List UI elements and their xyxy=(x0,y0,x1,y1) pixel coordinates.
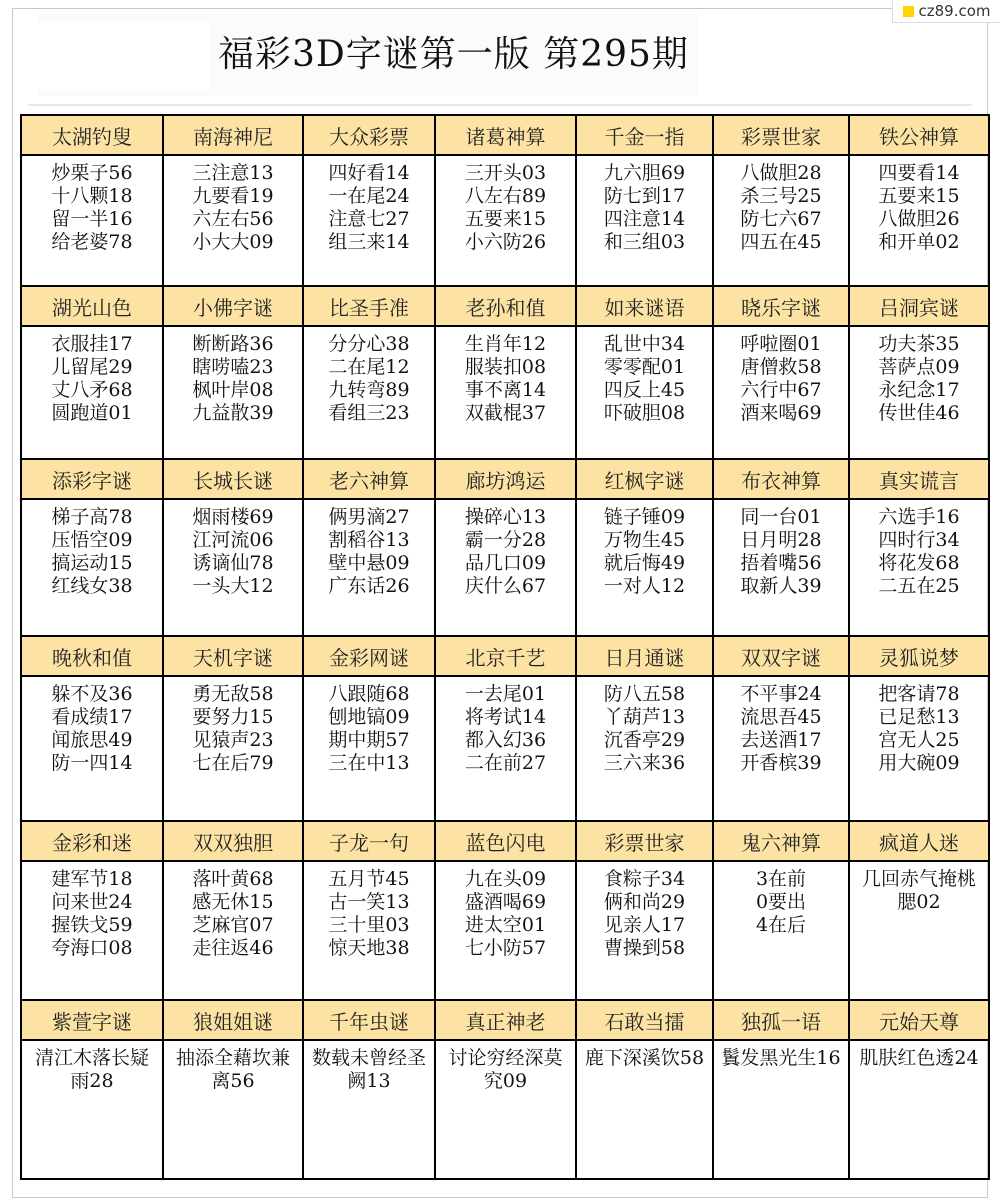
yellow-square-icon xyxy=(903,6,914,17)
riddle-line: 感无休15 xyxy=(192,891,274,914)
riddle-row xyxy=(21,326,989,459)
column-title: 晓乐字谜 xyxy=(713,286,849,326)
riddle-line: 防七到17 xyxy=(603,185,686,208)
riddle-line: 防八五58 xyxy=(603,683,686,706)
column-title: 晚秋和值 xyxy=(21,636,163,676)
riddle-line: 见猿声23 xyxy=(192,729,274,752)
riddle-line: 几回赤气掩桃腮02 xyxy=(861,868,976,914)
riddle-line: 讨论穷经深莫究09 xyxy=(448,1047,563,1093)
riddle-line: 菩萨点09 xyxy=(878,356,960,379)
riddle-cell xyxy=(163,499,303,636)
column-title: 双双字谜 xyxy=(713,636,849,676)
riddle-cell xyxy=(435,499,576,636)
riddle-line: 三注意13 xyxy=(192,162,274,185)
riddle-cell xyxy=(21,1040,163,1179)
riddle-line: 落叶黄68 xyxy=(192,868,274,891)
riddle-line: 看组三23 xyxy=(328,402,410,425)
riddle-line: 三开头03 xyxy=(464,162,547,185)
riddle-line: 九转弯89 xyxy=(328,379,410,402)
riddle-line: 取新人39 xyxy=(740,575,822,598)
riddle-line: 就后悔49 xyxy=(603,552,686,575)
riddle-row xyxy=(21,861,989,1000)
riddle-line: 躲不及36 xyxy=(51,683,133,706)
riddle-line: 六行中67 xyxy=(740,379,822,402)
riddle-cell xyxy=(163,326,303,459)
riddle-line: 三十里03 xyxy=(328,914,410,937)
riddle-line: 4在后 xyxy=(755,914,807,937)
riddle-line: 看成绩17 xyxy=(51,706,133,729)
riddle-line: 都入幻36 xyxy=(464,729,547,752)
column-title: 如来谜语 xyxy=(576,286,713,326)
riddle-cell xyxy=(21,326,163,459)
riddle-line: 八做胆26 xyxy=(878,208,960,231)
riddle-line: 已足愁13 xyxy=(878,706,960,729)
riddle-line: 传世佳46 xyxy=(878,402,960,425)
column-title: 彩票世家 xyxy=(713,115,849,155)
column-title: 诸葛神算 xyxy=(435,115,576,155)
riddle-line: 捂着嘴56 xyxy=(740,552,822,575)
riddle-line: 二在尾12 xyxy=(328,356,410,379)
riddle-line: 曹操到58 xyxy=(603,937,686,960)
riddle-line: 烟雨楼69 xyxy=(192,506,274,529)
riddle-line: 一对人12 xyxy=(603,575,686,598)
riddle-cell xyxy=(303,326,435,459)
riddle-cell xyxy=(303,676,435,821)
riddle-line: 抽添全藉坎兼离56 xyxy=(175,1047,290,1093)
riddle-line: 酒来喝69 xyxy=(740,402,822,425)
site-domain: cz89.com xyxy=(918,2,991,20)
riddle-cell xyxy=(849,676,989,821)
column-title: 千金一指 xyxy=(576,115,713,155)
column-title: 双双独胆 xyxy=(163,821,303,861)
riddle-line: 诱谪仙78 xyxy=(192,552,274,575)
page-title: 福彩3D字谜第一版 第295期 xyxy=(218,34,689,75)
riddle-line: 断断路36 xyxy=(192,333,274,356)
riddle-line: 七小防57 xyxy=(464,937,547,960)
header-logo-placeholder xyxy=(38,22,210,90)
column-title: 疯道人迷 xyxy=(849,821,989,861)
riddle-line: 功夫茶35 xyxy=(878,333,960,356)
riddle-line: 流思吾45 xyxy=(740,706,822,729)
riddle-cell xyxy=(713,499,849,636)
riddle-line: 七在后79 xyxy=(192,752,274,775)
riddle-line: 八做胆28 xyxy=(740,162,822,185)
riddle-line: 防一四14 xyxy=(51,752,133,775)
header-row xyxy=(21,636,989,676)
column-title: 独孤一语 xyxy=(713,1000,849,1040)
riddle-line: 红线女38 xyxy=(51,575,133,598)
column-title: 长城长谜 xyxy=(163,459,303,499)
riddle-line: 八跟随68 xyxy=(328,683,410,706)
riddle-cell xyxy=(163,155,303,286)
riddle-line: 二五在25 xyxy=(878,575,960,598)
riddle-line: 鬒发黑光生16 xyxy=(721,1047,841,1070)
riddle-cell xyxy=(21,155,163,286)
riddle-line: 操碎心13 xyxy=(464,506,547,529)
site-watermark-badge[interactable] xyxy=(892,0,1000,23)
riddle-line: 梯子高78 xyxy=(51,506,133,529)
riddle-line: 不平事24 xyxy=(740,683,822,706)
riddle-line: 走往返46 xyxy=(192,937,274,960)
riddle-line: 将花发68 xyxy=(878,552,960,575)
riddle-line: 一头大12 xyxy=(192,575,274,598)
riddle-line: 二在前27 xyxy=(464,752,547,775)
riddle-line: 九益散39 xyxy=(192,402,274,425)
riddle-cell xyxy=(849,861,989,1000)
riddle-line: 古一笑13 xyxy=(328,891,410,914)
riddle-line: 庆什么67 xyxy=(464,575,547,598)
column-title: 紫萱字谜 xyxy=(21,1000,163,1040)
riddle-line: 丫葫芦13 xyxy=(603,706,686,729)
riddle-line: 分分心38 xyxy=(328,333,410,356)
column-title: 吕洞宾谜 xyxy=(849,286,989,326)
riddle-cell xyxy=(435,1040,576,1179)
riddle-line: 一在尾24 xyxy=(328,185,410,208)
riddle-line: 霸一分28 xyxy=(464,529,547,552)
riddle-line: 杀三号25 xyxy=(740,185,822,208)
riddle-line: 惊天地38 xyxy=(328,937,410,960)
header-row xyxy=(21,115,989,155)
column-title: 湖光山色 xyxy=(21,286,163,326)
riddle-line: 盛酒喝69 xyxy=(464,891,547,914)
riddle-line: 江河流06 xyxy=(192,529,274,552)
riddle-line: 问来世24 xyxy=(51,891,133,914)
column-title: 灵狐说梦 xyxy=(849,636,989,676)
riddle-line: 九在头09 xyxy=(464,868,547,891)
riddle-line: 服装扣08 xyxy=(464,356,547,379)
riddle-line: 十八颗18 xyxy=(51,185,133,208)
riddle-cell xyxy=(21,861,163,1000)
riddle-line: 生肖年12 xyxy=(464,333,547,356)
riddle-line: 壁中悬09 xyxy=(328,552,410,575)
riddle-line: 四好看14 xyxy=(328,162,410,185)
riddle-line: 事不离14 xyxy=(464,379,547,402)
riddle-line: 3在前 xyxy=(755,868,807,891)
riddle-line: 刨地镐09 xyxy=(328,706,410,729)
column-title: 元始天尊 xyxy=(849,1000,989,1040)
riddle-line: 瞎唠嗑23 xyxy=(192,356,274,379)
riddle-line: 双截棍37 xyxy=(464,402,547,425)
riddle-line: 一去尾01 xyxy=(464,683,547,706)
riddle-line: 芝麻官07 xyxy=(192,914,274,937)
riddle-cell xyxy=(435,861,576,1000)
riddle-line: 吓破胆08 xyxy=(603,402,686,425)
riddle-cell xyxy=(435,326,576,459)
riddle-cell xyxy=(849,1040,989,1179)
riddle-line: 注意七27 xyxy=(328,208,410,231)
riddle-line: 五要来15 xyxy=(464,208,547,231)
riddle-line: 枫叶岸08 xyxy=(192,379,274,402)
column-title: 金彩和迷 xyxy=(21,821,163,861)
column-title: 小佛字谜 xyxy=(163,286,303,326)
riddle-line: 永纪念17 xyxy=(878,379,960,402)
riddle-line: 宫无人25 xyxy=(878,729,960,752)
riddle-cell xyxy=(576,676,713,821)
riddle-line: 八左右89 xyxy=(464,185,547,208)
riddle-line: 组三来14 xyxy=(328,231,410,254)
riddle-cell xyxy=(303,155,435,286)
riddle-line: 给老婆78 xyxy=(51,231,133,254)
riddle-cell xyxy=(576,326,713,459)
riddle-line: 三在中13 xyxy=(328,752,410,775)
riddle-line: 小大大09 xyxy=(192,231,274,254)
riddle-line: 开香槟39 xyxy=(740,752,822,775)
riddle-line: 品几口09 xyxy=(464,552,547,575)
riddle-cell xyxy=(849,155,989,286)
column-title: 南海神尼 xyxy=(163,115,303,155)
column-title: 太湖钓叟 xyxy=(21,115,163,155)
riddle-line: 和开单02 xyxy=(878,231,960,254)
riddle-line: 四五在45 xyxy=(740,231,822,254)
column-title: 子龙一句 xyxy=(303,821,435,861)
riddle-cell xyxy=(303,499,435,636)
riddle-line: 万物生45 xyxy=(603,529,686,552)
column-title: 蓝色闪电 xyxy=(435,821,576,861)
column-title: 天机字谜 xyxy=(163,636,303,676)
column-title: 鬼六神算 xyxy=(713,821,849,861)
riddle-row xyxy=(21,1040,989,1179)
header-row xyxy=(21,821,989,861)
column-title: 大众彩票 xyxy=(303,115,435,155)
riddle-cell xyxy=(21,676,163,821)
riddle-line: 六选手16 xyxy=(878,506,960,529)
riddle-line: 九六胆69 xyxy=(603,162,686,185)
riddle-line: 0要出 xyxy=(755,891,807,914)
riddle-line: 期中期57 xyxy=(328,729,410,752)
riddle-line: 俩男滴27 xyxy=(328,506,410,529)
column-title: 老六神算 xyxy=(303,459,435,499)
column-title: 真实谎言 xyxy=(849,459,989,499)
riddle-line: 日月明28 xyxy=(740,529,822,552)
riddle-cell xyxy=(163,861,303,1000)
riddle-cell xyxy=(849,499,989,636)
riddle-line: 广东话26 xyxy=(328,575,410,598)
riddle-cell xyxy=(576,861,713,1000)
column-title: 比圣手准 xyxy=(303,286,435,326)
riddle-cell xyxy=(713,155,849,286)
riddle-line: 进太空01 xyxy=(464,914,547,937)
riddle-line: 俩和尚29 xyxy=(603,891,686,914)
riddle-cell xyxy=(435,676,576,821)
riddle-line: 五月节45 xyxy=(328,868,410,891)
riddle-line: 乱世中34 xyxy=(603,333,686,356)
riddle-line: 要努力15 xyxy=(192,706,274,729)
header-row xyxy=(21,459,989,499)
column-title: 红枫字谜 xyxy=(576,459,713,499)
riddle-line: 肌肤红色透24 xyxy=(859,1047,979,1070)
riddle-line: 去送酒17 xyxy=(740,729,822,752)
riddle-line: 炒栗子56 xyxy=(51,162,133,185)
column-title: 廊坊鸿运 xyxy=(435,459,576,499)
riddle-cell xyxy=(576,155,713,286)
riddle-line: 夸海口08 xyxy=(51,937,133,960)
riddle-line: 九要看19 xyxy=(192,185,274,208)
riddle-line: 小六防26 xyxy=(464,231,547,254)
riddle-line: 割稻谷13 xyxy=(328,529,410,552)
column-title: 金彩网谜 xyxy=(303,636,435,676)
riddle-cell xyxy=(713,1040,849,1179)
riddle-line: 六左右56 xyxy=(192,208,274,231)
riddle-line: 四反上45 xyxy=(603,379,686,402)
column-title: 石敢当擂 xyxy=(576,1000,713,1040)
riddle-cell xyxy=(576,1040,713,1179)
riddle-line: 勇无敌58 xyxy=(192,683,274,706)
riddle-line: 压悟空09 xyxy=(51,529,133,552)
riddle-line: 数载未曾经圣阙13 xyxy=(311,1047,426,1093)
riddle-cell xyxy=(713,861,849,1000)
column-title: 北京千艺 xyxy=(435,636,576,676)
riddle-line: 食粽子34 xyxy=(603,868,686,891)
riddle-line: 丈八矛68 xyxy=(51,379,133,402)
riddle-line: 将考试14 xyxy=(464,706,547,729)
riddle-line: 三六来36 xyxy=(603,752,686,775)
column-title: 彩票世家 xyxy=(576,821,713,861)
riddle-grid xyxy=(20,114,990,1180)
column-title: 添彩字谜 xyxy=(21,459,163,499)
header-row xyxy=(21,1000,989,1040)
riddle-cell xyxy=(576,499,713,636)
riddle-line: 四时行34 xyxy=(878,529,960,552)
riddle-line: 用大碗09 xyxy=(878,752,960,775)
riddle-line: 清江木落长疑雨28 xyxy=(34,1047,149,1093)
riddle-line: 五要来15 xyxy=(878,185,960,208)
riddle-line: 留一半16 xyxy=(51,208,133,231)
riddle-line: 四注意14 xyxy=(603,208,686,231)
riddle-line: 防七六67 xyxy=(740,208,822,231)
riddle-line: 建军节18 xyxy=(51,868,133,891)
riddle-line: 链子锤09 xyxy=(603,506,686,529)
riddle-line: 鹿下深溪饮58 xyxy=(584,1047,705,1070)
riddle-cell xyxy=(303,861,435,1000)
riddle-line: 零零配01 xyxy=(603,356,686,379)
riddle-line: 唐僧救58 xyxy=(740,356,822,379)
column-title: 狼姐姐谜 xyxy=(163,1000,303,1040)
riddle-line: 和三组03 xyxy=(603,231,686,254)
riddle-cell xyxy=(163,1040,303,1179)
riddle-cell xyxy=(435,155,576,286)
riddle-cell xyxy=(21,499,163,636)
header-row xyxy=(21,286,989,326)
riddle-line: 握铁戈59 xyxy=(51,914,133,937)
header-divider xyxy=(28,104,972,106)
riddle-line: 见亲人17 xyxy=(603,914,686,937)
column-title: 布衣神算 xyxy=(713,459,849,499)
riddle-row xyxy=(21,676,989,821)
riddle-line: 衣服挂17 xyxy=(51,333,133,356)
column-title: 千年虫谜 xyxy=(303,1000,435,1040)
riddle-cell xyxy=(713,326,849,459)
riddle-line: 圆跑道01 xyxy=(51,402,133,425)
riddle-line: 沉香亭29 xyxy=(603,729,686,752)
column-title: 真正神老 xyxy=(435,1000,576,1040)
column-title: 日月通谜 xyxy=(576,636,713,676)
riddle-cell xyxy=(713,676,849,821)
riddle-line: 四要看14 xyxy=(878,162,960,185)
riddle-line: 搞运动15 xyxy=(51,552,133,575)
riddle-line: 闻旅思49 xyxy=(51,729,133,752)
riddle-row xyxy=(21,499,989,636)
riddle-row xyxy=(21,155,989,286)
riddle-line: 把客请78 xyxy=(878,683,960,706)
column-title: 铁公神算 xyxy=(849,115,989,155)
riddle-cell xyxy=(303,1040,435,1179)
riddle-cell xyxy=(849,326,989,459)
riddle-line: 儿留尾29 xyxy=(51,356,133,379)
riddle-line: 呼啦圈01 xyxy=(740,333,822,356)
riddle-line: 同一台01 xyxy=(740,506,822,529)
riddle-cell xyxy=(163,676,303,821)
column-title: 老孙和值 xyxy=(435,286,576,326)
